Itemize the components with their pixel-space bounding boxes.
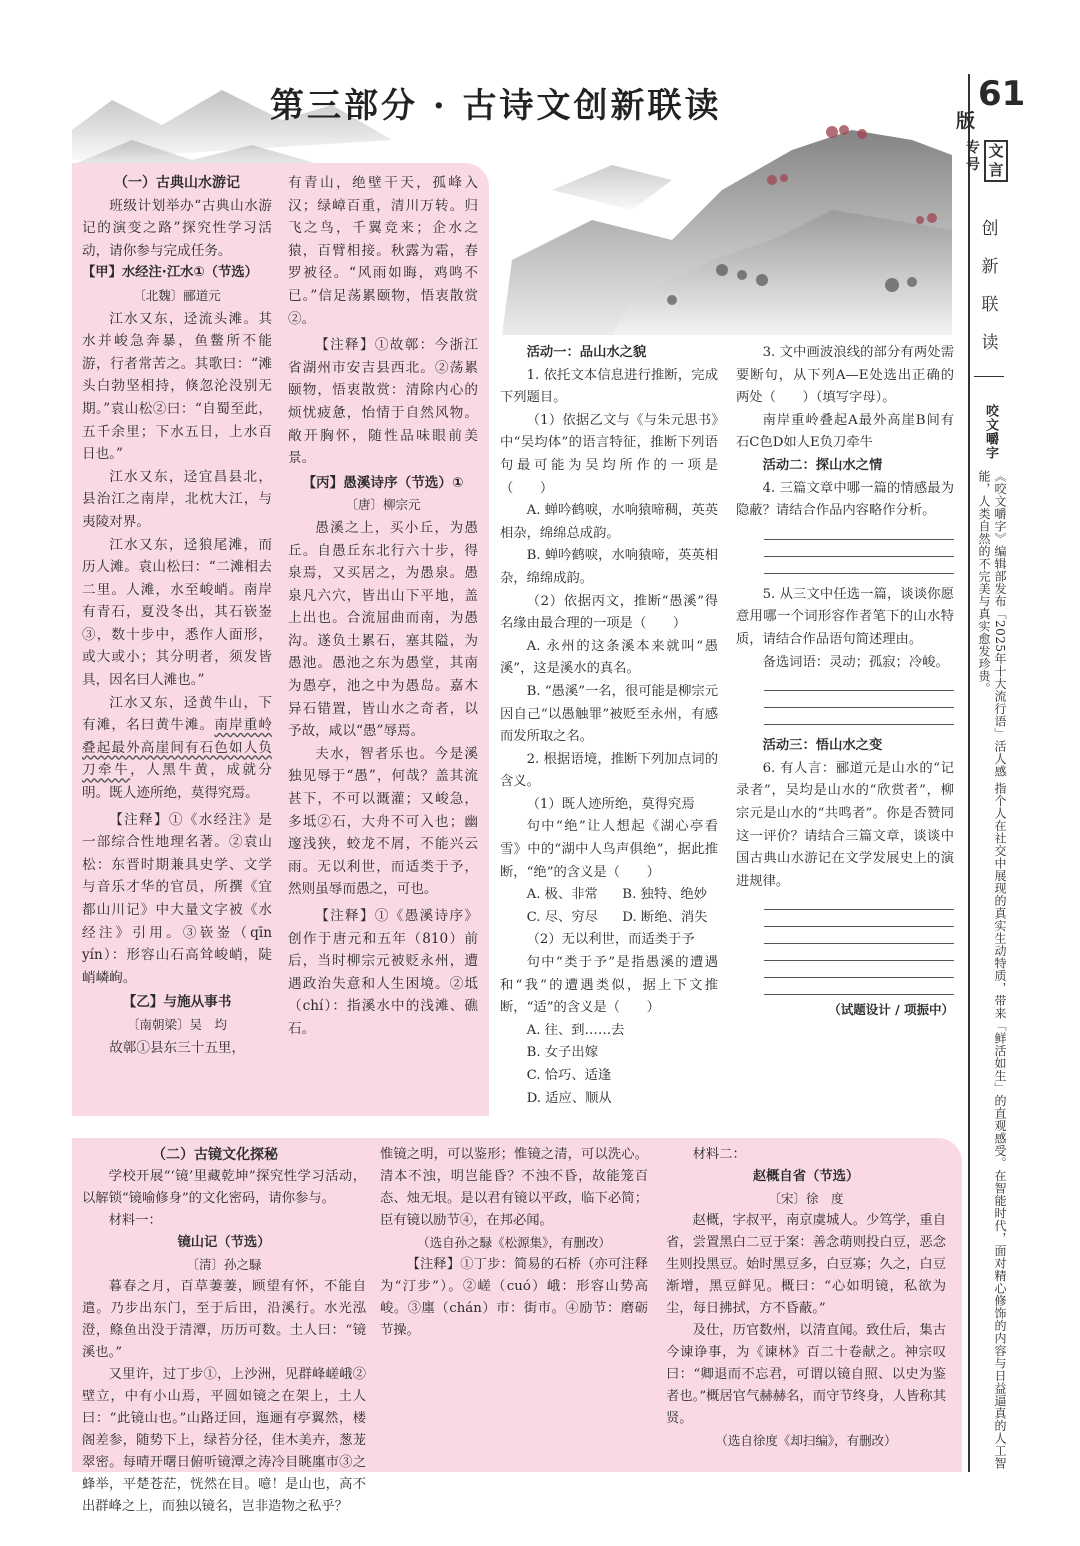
text-yi-notes: 【注释】①故鄣：今浙江省湖州市安吉县西北。②荡累颐物，悟衷散赏：清除内心的烦忧疲惫，怡情于自然风物。敞开胸怀，随性品味眼前美景。: [288, 337, 478, 467]
text-jia-p4-end: ，人黑牛黄，成就分明。既人迹所绝，莫得究焉。: [82, 762, 273, 802]
text-jia-title: 【甲】水经注·江水①（节选）: [82, 265, 258, 281]
question-credit: （试题设计 / 项振中）: [828, 1002, 954, 1018]
question-5: 5. 从三文中任选一篇，谈谈你愿意用哪一个词形容作者笔下的山水特质，请结合作品语句简述理由。: [736, 586, 954, 647]
options-2-1: [500, 884, 718, 929]
material2-author: 〔宋〕徐 度: [768, 1191, 844, 1206]
side-column-text: 《咬文嚼字》编辑部发布「2025年十大流行语」活人感 指个人在社交中展现的真实生动特质，带来「鲜活如生」的直观感受。在智能时代，面对精心修饰的内容与日益逼真的人工智能，人类自然的不完美与真实愈发珍贵。: [977, 470, 1007, 1470]
question-2-1-text: 句中“绝”让人想起《湖心亭看雪》中的“湖中人鸟声俱绝”，据此推断，“绝”的含义是（ ）: [500, 819, 718, 880]
option-2-1-a: A. 极、非常: [526, 887, 598, 903]
option-1-2-a: A. 永州的这条溪本来就叫“愚溪”，这是溪水的真名。: [500, 638, 718, 677]
question-2: 2. 根据语境，推断下列加点词的含义。: [500, 751, 718, 790]
text-yi-author: 〔南朝梁〕吴 均: [126, 1016, 227, 1032]
answer-line[interactable]: [764, 539, 954, 540]
text-bing-p2: 夫水，智者乐也。今是溪独见辱于“愚”，何哉？盖其流甚下，不可以溉灌；又峻急，多坻②石，大舟不可入也；幽邃浅狭，蛟龙不屑，不能兴云雨。无以利世，而适类于予，然则虽辱而愚之，可也。: [288, 745, 478, 898]
question-6: 6. 有人言：郦道元是山水的“记录者”，吴均是山水的“欣赏者”，柳宗元是山水的“共鸣者”。你是否赞同这一评价？请结合三篇文章，谈谈中国古典山水游记在文学发展史上的演进规律。: [736, 760, 954, 889]
option-1-1-b: B. 蝉吟鹤唳，水响猿啼，英英相杂，绵绵成韵。: [500, 548, 718, 586]
option-1-1-a: A. 蝉吟鹤唳，水响猿啼稠，英英相杂，绵绵总成韵。: [500, 503, 718, 541]
material1-p3: 惟镜之明，可以鉴形；惟镜之清，可以洗心。清本不浊，明岂能昏？不浊不昏，故能笼百态、烛无垠。是以君有镜以平政，临下必简；臣有镜以励节④，在邦必闻。: [380, 1147, 648, 1228]
text-jia-author: 〔北魏〕郦道元: [133, 287, 221, 303]
text-yi-p1-start: 故鄣①县东三十五里，: [109, 1039, 246, 1056]
page-title: 第三部分 · 古诗文创新联读: [270, 86, 722, 126]
text-jia-p4: [82, 692, 272, 805]
material1-label: 材料一：: [108, 1213, 162, 1228]
section2-intro: 学校开展“‘镜’里藏乾坤”探究性学习活动，以解锁“镜喻修身”的文化密码，请你参与。: [82, 1169, 366, 1206]
material2-p2: 及仕，历官数州，以清直闻。致仕后，集古今谏诤事，为《谏林》百二十卷献之。神宗叹曰：“卿退而不忘君，可谓以镜自照、以史为鉴者也。”概居官气赫赫名，而守节终身，人皆称其贤。: [666, 1323, 946, 1426]
question-2-2-text: 句中“类于予”是指愚溪的遭遇和“我”的遭遇类似，据上下文推断，“适”的含义是（ ）: [500, 955, 718, 1016]
side-divider: [974, 376, 1004, 377]
option-2-2-d: D. 适应、顺从: [526, 1090, 612, 1106]
question-3: 3. 文中画波浪线的部分有两处需要断句，从下列A—E处选出正确的两处（ ）（填写字母）。: [736, 345, 954, 406]
text-jia-p4-start: 江水又东，迳黄牛山，下有滩，名曰黄牛滩。: [82, 694, 272, 734]
answer-line[interactable]: [764, 943, 954, 944]
material1-notes: 【注释】①丁步：简易的石桥（亦可注释为“汀步”）。②嵯（cuó）峨：形容山势高峻。③廛（chán）市：街市。④励节：磨砺节操。: [380, 1257, 648, 1338]
question-1-2: （2）依据丙文，推断“愚溪”得名缘由最合理的一项是（ ）: [500, 593, 718, 632]
activity2-title: 活动二：探山水之情: [762, 457, 883, 473]
answer-line[interactable]: [764, 707, 954, 708]
section2-col2: [380, 1144, 648, 1342]
section1-col2: [288, 172, 478, 1041]
question-2-1: （1）既人迹所绝，莫得究焉: [526, 796, 695, 812]
material1-author: 〔清〕孙之騄: [186, 1257, 262, 1272]
zhuan-hao-label: [966, 140, 980, 174]
material1-source: （选自孙之騄《松源集》，有删改）: [417, 1235, 611, 1250]
section1-intro: 班级计划举办“古典山水游记的演变之路”探究性学习活动，请你参与完成任务。: [82, 197, 272, 259]
hao-char: 号: [966, 157, 980, 173]
answer-line[interactable]: [764, 556, 954, 557]
answer-line[interactable]: [764, 960, 954, 961]
wavy-underlined-text: 南岸重岭叠起最外高崖间有石色如人负刀牵牛: [82, 717, 273, 779]
question-5-words: 备选词语：灵动；孤寂；冷峻。: [762, 654, 949, 670]
section-vertical-label: [980, 210, 1000, 362]
answer-line[interactable]: [764, 926, 954, 927]
text-bing-p1: 愚溪之上，买小丘，为愚丘。自愚丘东北行六十步，得泉焉，又买居之，为愚泉。愚泉凡六穴，皆出山下平地，盖上出也。合流屈曲而南，为愚沟。遂负土累石，塞其隘，为愚池。愚池之东为愚堂，其南为愚亭，池之中为愚岛。嘉木异石错置，皆山水之奇者，以予故，咸以“愚”辱焉。: [288, 519, 478, 740]
material2-label: 材料二：: [692, 1147, 746, 1162]
material1-title: 镜山记（节选）: [177, 1235, 271, 1250]
question-1: 1. 依托文本信息进行推断，完成下列题目。: [500, 367, 718, 406]
text-jia-notes: 【注释】①《水经注》是一部综合性地理名著。②袁山松：东晋时期兼具史学、文学与音乐才华的官员，所撰《宜都山川记》中大量文字被《水经注》引用。③嵚崟（qīn yín）：形容山石高耸峻峭，陡峭嶙峋。: [82, 811, 272, 986]
questions-col2: [736, 342, 954, 1022]
wenyan-badge: [984, 140, 1008, 182]
option-2-2-b: B. 女子出嫁: [526, 1045, 599, 1061]
ban-label: 版: [956, 110, 976, 132]
answer-line[interactable]: [764, 977, 954, 978]
text-jia-p2: 江水又东，迳宜昌县北，县治江之南岸，北枕大江，与夷陵对界。: [82, 468, 272, 530]
page-number: 61: [978, 74, 1026, 114]
answer-line[interactable]: [764, 573, 954, 574]
material2-p1: 赵概，字叔平，南京虞城人。少笃学，重自省，尝置黑白二豆于案：善念萌则投白豆，恶念生则投黑豆。始时黑豆多，白豆寡；久之，白豆渐增，黑豆鲜见。概曰：“心如明镜，私欲为尘，每日拂拭，方不昏蔽。”: [666, 1213, 946, 1316]
activity1-title: 活动一：品山水之貌: [526, 345, 647, 360]
section1-title: （一）古典山水游记: [114, 175, 240, 191]
option-2-2-a: A. 往、到……去: [526, 1022, 625, 1038]
answer-line[interactable]: [764, 994, 954, 995]
text-yi-title: 【乙】与施从事书: [122, 994, 232, 1011]
option-2-1-d: D. 断绝、消失: [622, 909, 708, 925]
section2-col3: [666, 1144, 946, 1452]
text-bing-notes: 【注释】①《愚溪诗序》创作于唐元和五年（810）前后，当时柳宗元被贬永州，遭遇政治失意和人生困境。②坻（chí）：指溪水中的浅滩、礁石。: [288, 908, 478, 1037]
section2-col1: [82, 1144, 366, 1514]
du-char: 读: [981, 333, 999, 353]
activity3-title: 活动三：悟山水之变: [762, 738, 883, 754]
question-4: 4. 三篇文章中哪一篇的情感最为隐蔽？请结合作品内容略作分析。: [736, 480, 954, 519]
question-3-text: 南岸重岭叠起A最外高崖B间有石C色D如人E负刀牵牛: [736, 412, 954, 451]
side-column-title: 咬文嚼字: [983, 404, 998, 460]
option-2-2-c: C. 恰巧、适逢: [526, 1068, 612, 1083]
material2-source: （选自徐度《却扫编》，有删改）: [715, 1433, 897, 1448]
option-2-1-b: B. 独特、绝妙: [622, 887, 708, 903]
wen-char: 文: [988, 142, 1004, 160]
material2-title: 赵概自省（节选）: [752, 1169, 860, 1184]
option-1-2-b: B. “愚溪”一名，很可能是柳宗元因自己“以愚触罪”被贬至永州，有感而发所取之名。: [500, 683, 718, 745]
material1-p2: 又里许，过丁步①，上沙洲，见群峰嵯峨②壁立，中有小山焉，平圆如镜之在架上，土人曰：“此镜山也。”山路迂回，迤逦有亭翼然，楼阁差参，随势下上，绿苔分径，佳木美卉，葱茏翠密。每晴开曙日俯听镜潭之涛冷目眺廛市③之蜂举，平楚苍茫，恍然在目。噫！是山也，高不出群峰之上，而独以镜名，岂非造物之私乎？: [82, 1367, 366, 1514]
answer-line[interactable]: [764, 724, 954, 725]
lian-char: 联: [981, 295, 999, 315]
section2-title: （二）古镜文化探秘: [152, 1147, 278, 1163]
xin-char: 新: [981, 257, 999, 277]
section1-col1: [82, 172, 272, 1059]
option-2-1-c: C. 尽、穷尽: [526, 909, 598, 925]
questions-col1: [500, 342, 718, 1110]
question-1-1: （1）依据乙文与《与朱元思书》中“吴均体”的语言特征，推断下列语句最可能为吴均所作的一项是（ ）: [500, 412, 718, 496]
chuang-char: 创: [981, 219, 999, 239]
text-yi-p1-cont: 有青山，绝壁干天，孤峰入汉；绿嶂百重，清川万转。归飞之鸟，千翼竞来；企水之猿，百臂相接。秋露为霜，春罗被径。“风雨如晦，鸡鸣不已。”信足荡累颐物，悟衷散赏②。: [288, 175, 478, 327]
answer-line[interactable]: [764, 909, 954, 910]
text-jia-p1: 江水又东，迳流头滩。其水并峻急奔暴，鱼鳖所不能游，行者常苦之。其歌曰：“滩头白勃坚相持，倏忽沦没别无期。”袁山松②曰：“自蜀至此，五千余里；下水五日，上水百日也。”: [82, 310, 272, 463]
text-bing-title: 【丙】愚溪诗序（节选）①: [302, 474, 464, 491]
text-bing-author: 〔唐〕柳宗元: [345, 497, 421, 513]
material1-p1: 暮春之月，百草萋萋，顾望有怀，不能自遣。乃步出东门，至于后田，沿溪行。水光泓澄，鲦鱼出没于清潭，历历可数。土人曰：“镜溪也。”: [82, 1279, 366, 1360]
answer-line[interactable]: [764, 690, 954, 691]
zhuan-char: 专: [966, 140, 980, 156]
question-2-2: （2）无以利世，而适类于予: [526, 932, 695, 948]
header-rule: [968, 74, 970, 1472]
text-jia-p3: 江水又东，迳狼尾滩，而历人滩。袁山松曰：“二滩相去二里。人滩，水至峻峭。南岸有青石，夏没冬出，其石嵚崟③，数十步中，悉作人面形，或大或小；其分明者，须发皆具，因名曰人滩也。”: [82, 536, 272, 689]
yan-char: 言: [988, 161, 1004, 179]
